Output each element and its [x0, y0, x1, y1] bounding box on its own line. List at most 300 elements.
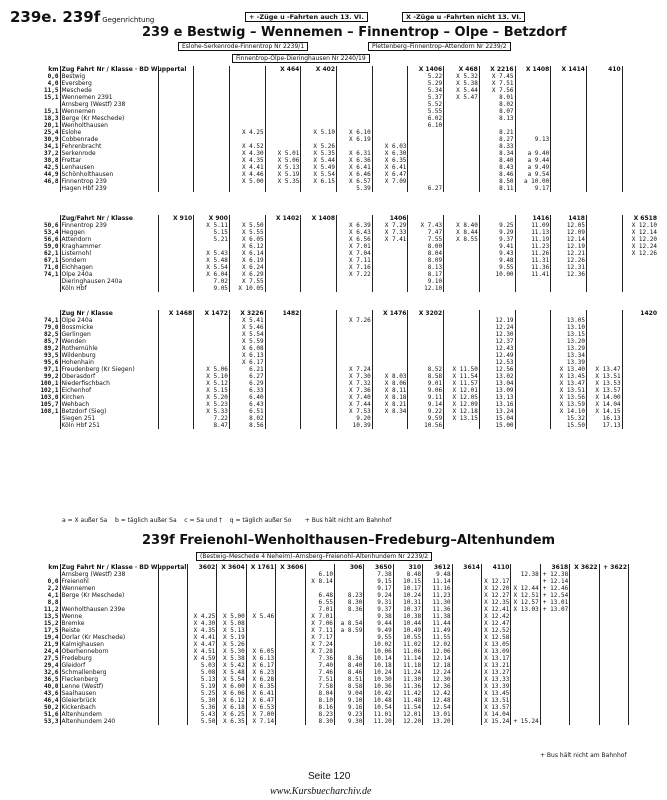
time-cell [551, 108, 587, 115]
time-cell [334, 634, 363, 641]
time-cell: X 6.46 [337, 171, 373, 178]
time-cell [265, 222, 301, 229]
time-cell: 9.41 [479, 243, 515, 250]
km-cell: 56,6 [44, 235, 59, 243]
time-cell [276, 627, 305, 634]
time-cell: 12.49 [479, 352, 515, 359]
time-cell: X 5.12 [194, 380, 230, 387]
time-cell [452, 676, 481, 683]
train-number: X 3202 [408, 310, 444, 317]
time-cell [372, 73, 408, 80]
time-cell: 11.26 [515, 250, 551, 257]
time-cell [444, 101, 480, 108]
time-cell: 10.31 [393, 599, 422, 606]
time-cell [337, 359, 373, 366]
time-cell: 12.54 [423, 704, 452, 711]
time-cell [158, 662, 187, 669]
time-cell [586, 108, 622, 115]
time-cell: X 12.42 [481, 613, 510, 620]
time-cell: X 13.05 [481, 641, 510, 648]
time-cell [158, 94, 194, 101]
time-cell [599, 585, 628, 592]
time-cell: X 6.47 [372, 171, 408, 178]
time-cell [515, 108, 551, 115]
timetable-row [38, 627, 658, 634]
time-cell [158, 606, 187, 613]
time-cell [586, 264, 622, 271]
time-cell: X 13.57 [481, 704, 510, 711]
time-cell: X 6.12 [217, 697, 246, 704]
time-cell [372, 108, 408, 115]
time-cell: X 6.12 [229, 243, 265, 250]
time-cell [305, 585, 334, 592]
time-cell [452, 620, 481, 627]
time-cell [515, 129, 551, 136]
time-cell: X 5.54 [217, 676, 246, 683]
time-cell: 9.37 [479, 236, 515, 243]
time-cell [408, 338, 444, 345]
time-cell: 11.30 [393, 676, 422, 683]
time-cell [276, 655, 305, 662]
timetable-row [38, 285, 658, 292]
time-cell: 12.24 [423, 669, 452, 676]
time-cell [586, 338, 622, 345]
time-cell: 10.02 [364, 641, 393, 648]
time-cell [158, 271, 194, 278]
s239e-conn3: Finnentrop-Olpe-Dieringhausen Nr 2240/19 [232, 54, 370, 63]
timetable-row [38, 359, 658, 366]
time-cell: 15.50 [551, 422, 587, 429]
time-cell: X 13.53 [586, 380, 622, 387]
time-cell: X 5.35 [301, 150, 337, 157]
time-cell [337, 338, 373, 345]
time-cell: 5.22 [408, 73, 444, 80]
time-cell: X 6.03 [372, 143, 408, 150]
km-cell: 0,0 [47, 72, 59, 80]
header-row [38, 564, 658, 571]
time-cell: 12.30 [479, 331, 515, 338]
time-cell [158, 620, 187, 627]
time-cell [629, 718, 659, 725]
time-cell [187, 592, 216, 599]
time-cell [246, 634, 275, 641]
station-name: Eichhagen [60, 264, 158, 271]
time-cell [158, 394, 194, 401]
km-cell: 13,5 [44, 612, 59, 620]
time-cell: X 6.17 [229, 359, 265, 366]
time-cell: 12.36 [551, 271, 587, 278]
time-cell: X 5.10 [194, 373, 230, 380]
km-cell: 8,8 [47, 598, 59, 606]
time-cell: X 5.44 [444, 87, 480, 94]
time-cell [622, 324, 658, 331]
notice-x: X -Züge u -Fahrten nicht 13. VI. [402, 12, 525, 22]
time-cell: X 6.35 [372, 157, 408, 164]
time-cell: 11.44 [423, 620, 452, 627]
km-cell: 24,4 [44, 647, 59, 655]
km-header: km [48, 563, 59, 571]
time-cell [599, 578, 628, 585]
time-cell [276, 585, 305, 592]
header-row [38, 66, 658, 73]
time-cell [194, 185, 230, 192]
km-cell: 18,3 [44, 114, 59, 122]
time-cell [515, 408, 551, 415]
timetable-row [38, 578, 658, 585]
time-cell [334, 648, 363, 655]
km-cell: 50,2 [44, 703, 59, 711]
website: www.Kursbuecharchiv.de [270, 786, 372, 797]
time-cell: 8.21 [479, 129, 515, 136]
time-cell [265, 345, 301, 352]
timetable-row [38, 236, 658, 243]
time-cell [540, 676, 569, 683]
time-cell: 8.58 [408, 373, 444, 380]
time-cell: a 9.54 [515, 171, 551, 178]
time-cell [551, 285, 587, 292]
s239e-table-3 [38, 310, 658, 429]
time-cell: 6.33 [229, 387, 265, 394]
time-cell: 8.04 [305, 690, 334, 697]
time-cell [194, 101, 230, 108]
timetable-row [38, 662, 658, 669]
time-cell: 5.21 [194, 236, 230, 243]
time-cell [452, 592, 481, 599]
time-cell: X 5.43 [194, 250, 230, 257]
train-number: 1418 [551, 215, 587, 222]
time-cell: 7.01 [305, 606, 334, 613]
time-cell: X 6.56 [337, 236, 373, 243]
time-cell: X 5.46 [246, 613, 275, 620]
time-cell [599, 606, 628, 613]
time-cell [265, 94, 301, 101]
station-name: Hohenhain [60, 359, 158, 366]
time-cell: 9.01 [408, 380, 444, 387]
time-cell [301, 243, 337, 250]
timetable-row [38, 606, 658, 613]
time-cell [194, 122, 230, 129]
time-cell [515, 415, 551, 422]
time-cell [540, 704, 569, 711]
time-cell: 6.51 [229, 408, 265, 415]
time-cell: X 11.50 [444, 366, 480, 373]
time-cell [301, 380, 337, 387]
timetable-row [38, 592, 658, 599]
time-cell: X 8.03 [372, 373, 408, 380]
train-number [194, 66, 230, 73]
time-cell [265, 285, 301, 292]
time-cell [622, 387, 658, 394]
station-name: Fredeburg [60, 655, 158, 662]
station-name: Altenhundem [60, 711, 158, 718]
time-cell [158, 264, 194, 271]
time-cell: 5.39 [337, 185, 373, 192]
time-cell [551, 129, 587, 136]
time-cell [570, 676, 599, 683]
time-cell [158, 143, 194, 150]
time-cell: X 12.27 [481, 592, 510, 599]
station-name: Eichenhof [60, 387, 158, 394]
time-cell [301, 271, 337, 278]
time-cell [334, 578, 363, 585]
time-cell [570, 634, 599, 641]
time-cell: 6.10 [305, 571, 334, 578]
time-cell [622, 401, 658, 408]
km-cell: 100,1 [40, 379, 59, 387]
time-cell [229, 80, 265, 87]
time-cell [158, 669, 187, 676]
time-cell [276, 641, 305, 648]
time-cell: X 7.56 [479, 87, 515, 94]
time-cell [337, 94, 373, 101]
train-number: 410 [586, 66, 622, 73]
km-cell: 20,1 [44, 121, 59, 129]
station-name: Fehrenbracht [60, 143, 158, 150]
time-cell [408, 345, 444, 352]
time-cell [622, 185, 658, 192]
train-number: + 3622 [599, 564, 628, 571]
time-cell: X 8.14 [305, 578, 334, 585]
train-number: X 1468 [158, 310, 194, 317]
time-cell: X 13.09 [481, 648, 510, 655]
time-cell: X 4.52 [229, 143, 265, 150]
station-name: Olpe 240a [60, 271, 158, 278]
time-cell: 5.30 [187, 697, 216, 704]
time-cell: X 12.24 [622, 243, 658, 250]
time-cell [629, 711, 659, 718]
time-cell [265, 324, 301, 331]
time-cell [301, 345, 337, 352]
time-cell: X 5.13 [265, 164, 301, 171]
time-cell: 15.32 [551, 415, 587, 422]
time-cell: X 13.27 [481, 669, 510, 676]
km-header [38, 310, 60, 317]
time-cell: 9.31 [364, 599, 393, 606]
time-cell: X 6.31 [337, 150, 373, 157]
time-cell: X 6.00 [217, 683, 246, 690]
time-cell: X 6.41 [337, 164, 373, 171]
km-cell: 2,2 [47, 584, 59, 592]
timetable-row [38, 373, 658, 380]
time-cell [408, 150, 444, 157]
time-cell [511, 641, 540, 648]
time-cell: X 5.42 [217, 662, 246, 669]
time-cell: 5.52 [408, 101, 444, 108]
time-cell [158, 136, 194, 143]
time-cell: X 6.41 [372, 164, 408, 171]
time-cell [158, 655, 187, 662]
timetable-row [38, 422, 658, 429]
time-cell [452, 606, 481, 613]
time-cell [158, 380, 194, 387]
header-row [38, 310, 658, 317]
time-cell [301, 185, 337, 192]
time-cell: X 12.14 [622, 229, 658, 236]
time-cell [187, 585, 216, 592]
time-cell [337, 285, 373, 292]
time-cell [444, 150, 480, 157]
time-cell [444, 359, 480, 366]
time-cell: 9.17 [364, 585, 393, 592]
time-cell [217, 592, 246, 599]
km-cell: 11,5 [44, 86, 59, 94]
time-cell: 5.36 [187, 704, 216, 711]
time-cell: X 12.17 [481, 578, 510, 585]
km-cell [38, 285, 60, 292]
time-cell: 11.30 [423, 599, 452, 606]
time-cell [515, 101, 551, 108]
time-cell [337, 143, 373, 150]
time-cell [586, 324, 622, 331]
time-cell [551, 94, 587, 101]
time-cell [158, 585, 187, 592]
time-cell: X 6.15 [301, 178, 337, 185]
station-name: Meschede [60, 87, 158, 94]
km-cell: 103,0 [40, 393, 59, 401]
time-cell [629, 641, 659, 648]
time-cell [629, 683, 659, 690]
train-number [479, 310, 515, 317]
time-cell [515, 422, 551, 429]
time-cell [301, 338, 337, 345]
station-name: Wennemen [60, 108, 158, 115]
time-cell: X 5.35 [265, 178, 301, 185]
time-cell [515, 94, 551, 101]
time-cell [372, 338, 408, 345]
time-cell [372, 366, 408, 373]
station-name: Fleckenberg [60, 676, 158, 683]
station-name: Wildenburg [60, 352, 158, 359]
timetable-row [38, 101, 658, 108]
time-cell: X 7.01 [305, 613, 334, 620]
time-cell [570, 655, 599, 662]
time-cell: 12.05 [551, 222, 587, 229]
timetable-row [38, 352, 658, 359]
time-cell: 9.24 [364, 592, 393, 599]
time-cell: 8.04 [408, 250, 444, 257]
time-cell [586, 136, 622, 143]
time-cell: 9.11 [408, 394, 444, 401]
km-cell: 46,4 [44, 696, 59, 704]
time-cell: X 4.41 [187, 634, 216, 641]
time-cell [452, 599, 481, 606]
time-cell: X 6.35 [246, 683, 275, 690]
time-cell: 6.29 [229, 380, 265, 387]
time-cell [622, 257, 658, 264]
time-cell [586, 285, 622, 292]
time-cell [570, 592, 599, 599]
station-name: Köln Hbf [60, 285, 158, 292]
time-cell [622, 150, 658, 157]
time-cell [194, 94, 230, 101]
train-number: 306 [334, 564, 363, 571]
station-name: Rothemühle [60, 345, 158, 352]
time-cell [622, 373, 658, 380]
train-number: 3602 [187, 564, 216, 571]
time-cell: X 4.59 [187, 655, 216, 662]
time-cell: X 12.01 [444, 387, 480, 394]
s239e-title: 239 e Bestwig – Wennemen – Finnentrop – Olpe – Betzdorf [142, 25, 567, 40]
time-cell: X 6.08 [229, 345, 265, 352]
station-name: Finnentrop 239 [60, 178, 158, 185]
time-cell: X 4.51 [187, 648, 216, 655]
time-cell: 10.54 [364, 704, 393, 711]
time-cell [158, 73, 194, 80]
time-cell: X 7.24 [305, 641, 334, 648]
km-cell: 36,5 [44, 675, 59, 683]
station-name: Lenne (Westf) [60, 683, 158, 690]
notice-plus: + -Züge u -Fahrten auch 13. VI. [245, 12, 368, 22]
time-cell: 11.23 [515, 243, 551, 250]
time-cell [511, 669, 540, 676]
km-cell: 46,8 [44, 177, 59, 185]
time-cell [158, 80, 194, 87]
time-cell [301, 222, 337, 229]
time-cell [586, 331, 622, 338]
time-cell: X 5.49 [301, 164, 337, 171]
time-cell [540, 620, 569, 627]
time-cell [452, 711, 481, 718]
time-cell: 5.13 [187, 676, 216, 683]
time-cell: X 6.10 [337, 129, 373, 136]
time-cell: 8.17 [408, 271, 444, 278]
timetable-row [38, 415, 658, 422]
station-name: Heggen [60, 229, 158, 236]
s239e-conn2: Plettenberg–Finnentrop–Attendorn Nr 2239/2 [368, 42, 511, 51]
timetable-code: 239e. 239f Gegenrichtung [10, 8, 155, 26]
s239e-conn1: Eslohe-Serkenrode-Finnentrop Nr 2239/1 [178, 42, 308, 51]
time-cell [540, 655, 569, 662]
timetable-row [38, 394, 658, 401]
time-cell [586, 171, 622, 178]
time-cell [229, 87, 265, 94]
time-cell [246, 571, 275, 578]
km-cell: 71,0 [44, 263, 59, 271]
km-cell: 15,1 [44, 107, 59, 115]
timetable-row [38, 648, 658, 655]
km-cell: 19,4 [44, 633, 59, 641]
time-cell: 10.18 [364, 662, 393, 669]
time-cell [515, 73, 551, 80]
time-cell [372, 122, 408, 129]
time-cell: 12.14 [423, 655, 452, 662]
station-name: Listernohl [60, 250, 158, 257]
time-cell: X 6.06 [217, 690, 246, 697]
station-name: Oberasdorf [60, 373, 158, 380]
time-cell [276, 711, 305, 718]
time-cell: X 5.48 [194, 257, 230, 264]
time-cell [276, 676, 305, 683]
time-cell: X 7.53 [337, 408, 373, 415]
time-cell [622, 366, 658, 373]
station-name: Siegen 251 [60, 415, 158, 422]
time-cell: 9.48 [479, 257, 515, 264]
train-number: X 910 [158, 215, 194, 222]
time-cell [301, 73, 337, 80]
time-cell [301, 87, 337, 94]
time-cell: 11.14 [393, 655, 422, 662]
time-cell: X 13.17 [481, 655, 510, 662]
time-cell [194, 108, 230, 115]
time-cell: X 6.14 [229, 250, 265, 257]
time-cell [265, 271, 301, 278]
time-cell: 11.38 [423, 613, 452, 620]
time-cell [599, 613, 628, 620]
time-cell [629, 606, 659, 613]
time-cell [265, 359, 301, 366]
time-cell: 7.40 [305, 662, 334, 669]
time-cell [515, 278, 551, 285]
